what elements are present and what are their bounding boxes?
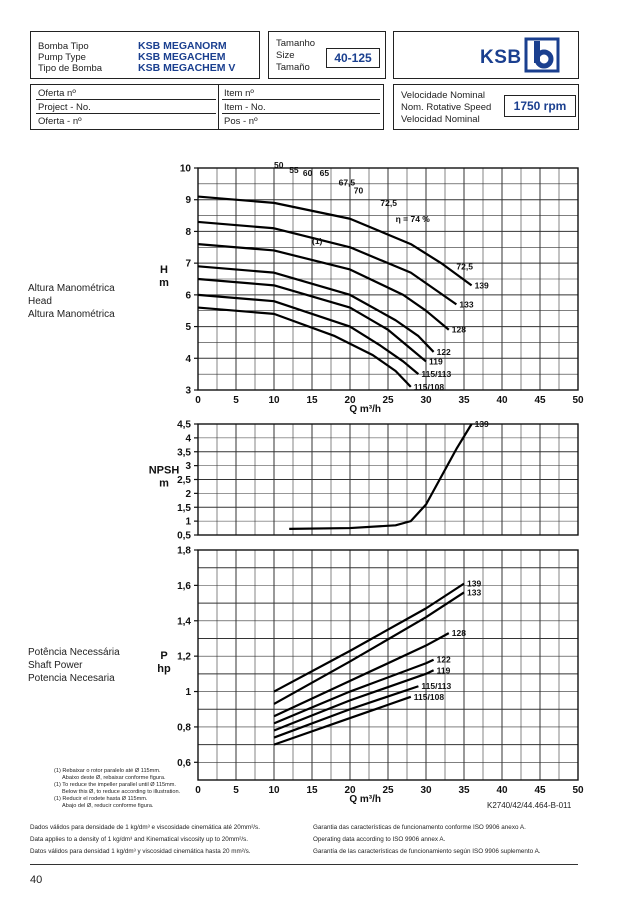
power-label: Potencia Necesaria — [28, 673, 115, 684]
x-tick-label: 10 — [268, 395, 280, 406]
y-tick-label: 3 — [185, 385, 191, 397]
series-label: 139 — [474, 280, 489, 291]
x-tick-label: 15 — [306, 785, 318, 796]
pump-type-label: Tipo de Bomba — [38, 63, 103, 74]
chart-annotation: 72,5 — [456, 261, 473, 272]
x-tick-label: 40 — [496, 785, 508, 796]
series-label: 119 — [429, 356, 443, 367]
y-tick-label: 1,5 — [177, 502, 191, 514]
x-tick-label: 0 — [195, 395, 201, 406]
page-number: 40 — [30, 874, 43, 886]
speed-label: Nom. Rotative Speed — [401, 102, 492, 113]
power-label: Shaft Power — [28, 660, 83, 671]
x-tick-label: 50 — [572, 395, 584, 406]
chart-annotation: 70 — [353, 185, 364, 196]
pump-type-value: KSB MEGACHEM V — [138, 62, 236, 74]
y-tick-label: 0,6 — [177, 757, 191, 769]
head-label: Altura Manométrica — [28, 283, 115, 294]
speed-value: 1750 rpm — [504, 95, 576, 117]
item-label: Item nº — [224, 88, 254, 99]
x-tick-label: 25 — [382, 785, 394, 796]
x-tick-label: 30 — [420, 395, 432, 406]
x-tick-label: 20 — [344, 785, 356, 796]
y-tick-label: 3 — [185, 461, 191, 473]
x-tick-label: 5 — [233, 395, 239, 406]
note-line: (1) Reducir el rodete hasta Ø 115mm. — [54, 796, 148, 802]
y-axis-label: m — [159, 477, 169, 490]
note-line: (1) To reduce the impeller parallel until Ø 115mm. — [54, 782, 176, 788]
footer-left-line: Datos válidos para densidad 1 kg/dm³ y viscosidad cinemática hasta 20 mm²/s. — [30, 848, 251, 855]
offer-label: Oferta nº — [38, 88, 76, 99]
y-tick-label: 9 — [185, 195, 191, 207]
y-tick-label: 4,5 — [177, 419, 191, 431]
item-label: Pos - nº — [224, 116, 258, 127]
speed-label: Velocidad Nominal — [401, 114, 480, 125]
footer-right-line: Garantía de las características de funcionamiento según ISO 9906 suplemento A. — [313, 848, 541, 855]
series-label: 128 — [451, 628, 466, 639]
y-tick-label: 5 — [185, 322, 191, 334]
series-line-139 — [198, 197, 472, 286]
note-line: (1) Rebaixar o rotor paralelo até Ø 115mm. — [54, 768, 161, 774]
note-line: Below this Ø, to reduce according to illustration. — [62, 789, 181, 795]
series-label: 122 — [436, 346, 451, 357]
series-label: 128 — [451, 324, 466, 335]
size-label: Tamaño — [276, 62, 310, 73]
x-tick-label: 45 — [534, 395, 546, 406]
size-label: Size — [276, 50, 295, 61]
series-line-115-108 — [198, 308, 411, 387]
series-label: 115/108 — [413, 691, 445, 702]
x-tick-label: 45 — [534, 785, 546, 796]
offer-label: Project - No. — [38, 102, 91, 113]
reference-code: K2740/42/44.464-B-011 — [487, 801, 572, 810]
chart-annotation: (1) — [312, 236, 323, 247]
pump-type-value: KSB MEGANORM — [138, 40, 227, 52]
y-tick-label: 8 — [185, 226, 191, 238]
series-label: 122 — [436, 654, 451, 665]
footer-right-line: Operating data according to ISO 9906 annex A. — [313, 836, 446, 843]
item-label: Item - No. — [224, 102, 266, 113]
x-tick-label: 0 — [195, 785, 201, 796]
chart-annotation: 55 — [289, 164, 299, 175]
x-tick-label: 35 — [458, 395, 470, 406]
footer-left-line: Dados válidos para densidade de 1 kg/dm³ e viscosidade cinemática até 20mm²/s. — [30, 824, 260, 831]
x-tick-label: 35 — [458, 785, 470, 796]
x-tick-label: 15 — [306, 395, 318, 406]
y-tick-label: 6 — [185, 290, 191, 302]
y-tick-label: 1,4 — [177, 616, 191, 628]
x-tick-label: 30 — [420, 785, 432, 796]
y-axis-label: hp — [157, 663, 171, 675]
series-label: 115/108 — [413, 381, 445, 392]
y-tick-label: 2 — [185, 488, 191, 500]
note-line: Abaixo deste Ø, rebaixar conforme figura. — [62, 775, 166, 781]
series-line-115-113 — [198, 295, 418, 374]
series-label: 119 — [436, 665, 451, 676]
y-axis-label: P — [160, 650, 168, 662]
size-label: Tamanho — [276, 38, 316, 49]
pump-type-label: Pump Type — [38, 52, 86, 63]
x-tick-label: 20 — [344, 395, 356, 406]
x-tick-label: 50 — [572, 785, 584, 796]
chart-annotation: 72,5 — [380, 198, 397, 209]
y-tick-label: 1 — [185, 516, 191, 528]
y-tick-label: 1 — [185, 687, 191, 699]
x-tick-label: 5 — [233, 785, 239, 796]
x-axis-label: Q m³/h — [349, 404, 382, 415]
y-tick-label: 3,5 — [177, 447, 191, 459]
chart-annotation: 65 — [319, 167, 330, 178]
chart-annotation: η = 74 % — [395, 213, 430, 224]
y-tick-label: 2,5 — [177, 475, 191, 486]
y-tick-label: 1,2 — [177, 651, 191, 663]
chart-annotation: 67,5 — [338, 177, 356, 188]
series-label: 139 — [467, 578, 482, 589]
series-line-139 — [289, 424, 471, 529]
head-label: Head — [28, 296, 52, 307]
footer-right-line: Garantia das características de funcionamento conforme ISO 9906 anexo A. — [313, 824, 526, 831]
y-axis-label: H — [160, 264, 168, 276]
y-tick-label: 10 — [179, 163, 191, 175]
speed-label: Velocidade Nominal — [401, 90, 485, 101]
power-label: Potência Necessária — [28, 647, 120, 658]
note-line: Abajo del Ø, reducir conforme figura. — [62, 803, 154, 809]
y-tick-label: 1,6 — [177, 580, 191, 592]
ksb-logo-text: KSB — [480, 47, 522, 68]
series-label: 133 — [459, 299, 474, 310]
pump-type-value: KSB MEGACHEM — [138, 51, 226, 63]
y-axis-label: m — [159, 277, 169, 289]
offer-label: Oferta - nº — [38, 116, 82, 127]
series-label: 133 — [467, 587, 482, 598]
y-tick-label: 1,8 — [177, 545, 191, 557]
y-tick-label: 4 — [185, 353, 191, 365]
y-axis-label: NPSH — [148, 464, 180, 477]
chart-annotation: 60 — [302, 167, 313, 178]
x-tick-label: 25 — [382, 395, 394, 406]
y-tick-label: 7 — [185, 258, 191, 270]
series-label: 115/113 — [421, 681, 452, 692]
x-axis-label: Q m³/h — [349, 794, 382, 805]
series-label: 139 — [474, 419, 489, 429]
y-tick-label: 4 — [185, 433, 191, 445]
x-tick-label: 10 — [268, 785, 280, 796]
pump-type-label: Bomba Tipo — [38, 41, 89, 52]
series-label: 115/113 — [421, 369, 452, 380]
chart-annotation: 50 — [274, 160, 284, 170]
footer-left-line: Data applies to a density of 1 kg/dm³ and Kinematical viscosity up to 20mm²/s. — [30, 836, 249, 843]
y-tick-label: 0,5 — [177, 530, 191, 542]
x-tick-label: 40 — [496, 395, 508, 406]
footer-divider — [30, 864, 578, 865]
y-tick-label: 0,8 — [177, 722, 191, 734]
size-value: 40-125 — [326, 48, 380, 68]
head-label: Altura Manométrica — [28, 309, 115, 320]
